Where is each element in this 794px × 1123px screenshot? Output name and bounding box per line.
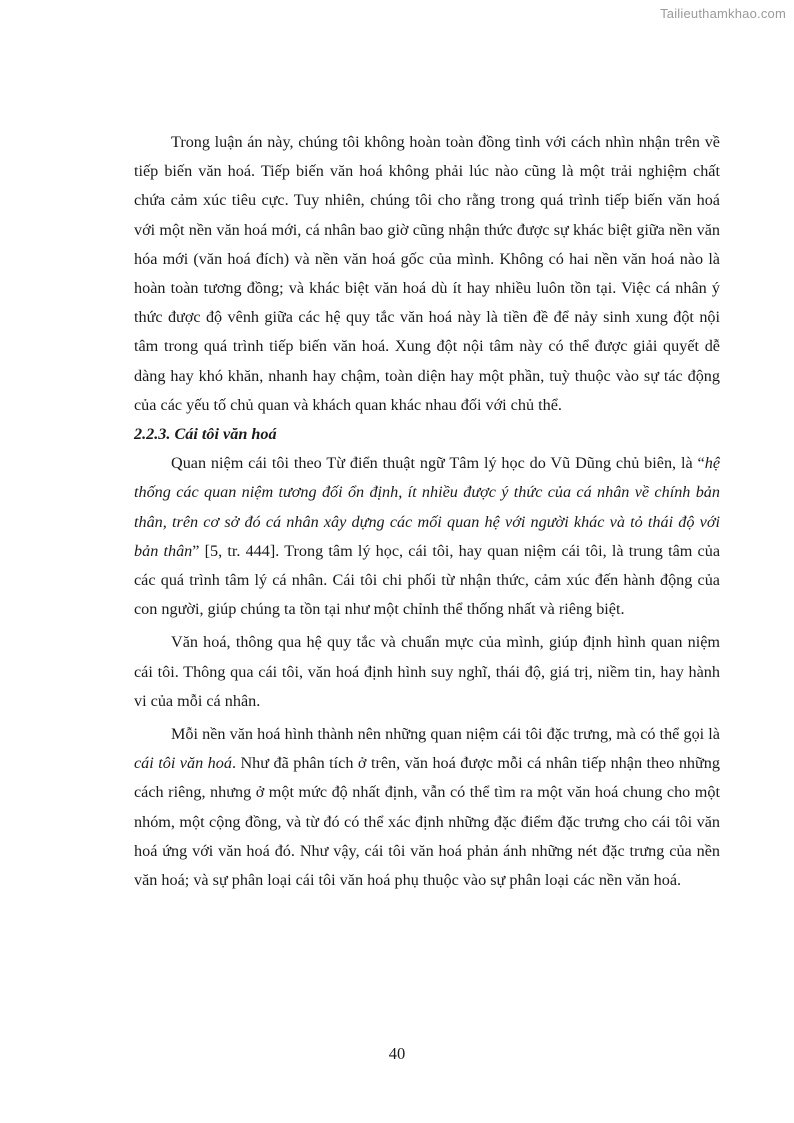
- paragraph-cultural-self: [134, 720, 720, 895]
- page-number: 40: [388, 1044, 406, 1063]
- paragraph-culture-shapes-self: Văn hoá, thông qua hệ quy tắc và chuẩn mực của mình, giúp định hình quan niệm cái tôi. Thông qua cái tôi, văn hoá định hình suy nghĩ, thái độ, giá trị, niềm tin, hay hành vi của mỗi cá nhân.: [134, 633, 720, 710]
- paragraph-self-concept-definition: [134, 449, 720, 624]
- paragraph-text: . Như đã phân tích ở trên, văn hoá được mỗi cá nhân tiếp nhận theo những cách riêng, nhưng ở một mức độ nhất định, vẫn có thể tìm ra một văn hoá chung cho một nhóm, một cộng đồng, và từ đó có thể xác định những đặc điểm đặc trưng cho cái tôi văn hoá ứng với văn hoá đó. Như vậy, cái tôi văn hoá phản ánh những nét đặc trưng của nền văn hoá; và sự phân loại cái tôi văn hoá phụ thuộc vào sự phân loại các nền văn hoá.: [134, 754, 720, 890]
- page-body: [134, 128, 720, 895]
- quoted-definition: hệ thống các quan niệm tương đối ổn định, ít nhiều được ý thức của cá nhân về chính bản thân, trên cơ sở đó cá nhân xây dựng các mối quan hệ với người khác và tỏ thái độ với bản thân: [134, 454, 720, 560]
- emphasized-term: cái tôi văn hoá: [134, 754, 232, 773]
- watermark: Tailieuthamkhao.com: [660, 6, 786, 21]
- paragraph-text: Mỗi nền văn hoá hình thành nên những quan niệm cái tôi đặc trưng, mà có thể gọi là: [171, 725, 720, 744]
- paragraph-acculturation-view: Trong luận án này, chúng tôi không hoàn toàn đồng tình với cách nhìn nhận trên về tiếp biến văn hoá. Tiếp biến văn hoá không phải lúc nào cũng là một trải nghiệm chất chứa cảm xúc tiêu cực. Tuy nhiên, chúng tôi cho rằng trong quá trình tiếp biến văn hoá với một nền văn hoá mới, cá nhân bao giờ cũng nhận thức được sự khác biệt giữa nền văn hóa mới (văn hoá đích) và nền văn hoá gốc của mình. Không có hai nền văn hoá nào là hoàn toàn tương đồng; và khác biệt văn hoá dù ít hay nhiều luôn tồn tại. Việc cá nhân ý thức được độ vênh giữa các hệ quy tắc văn hoá này là tiền đề để nảy sinh xung đột nội tâm trong quá trình tiếp biến văn hoá. Xung đột nội tâm này có thể được giải quyết dễ dàng hay khó khăn, nhanh hay chậm, toàn diện hay một phần, tuỳ thuộc vào sự tác động của các yếu tố chủ quan và khách quan khác nhau đối với chủ thể.: [134, 133, 720, 414]
- paragraph-text: ” [5, tr. 444]. Trong tâm lý học, cái tôi, hay quan niệm cái tôi, là trung tâm của các quá trình tâm lý cá nhân. Cái tôi chi phối từ nhận thức, cảm xúc đến hành động của con người, giúp chúng ta tồn tại như một chỉnh thể thống nhất và riêng biệt.: [134, 541, 720, 619]
- section-heading: 2.2.3. Cái tôi văn hoá: [134, 425, 277, 444]
- paragraph-text: Quan niệm cái tôi theo Từ điển thuật ngữ Tâm lý học do Vũ Dũng chủ biên, là “: [171, 454, 705, 473]
